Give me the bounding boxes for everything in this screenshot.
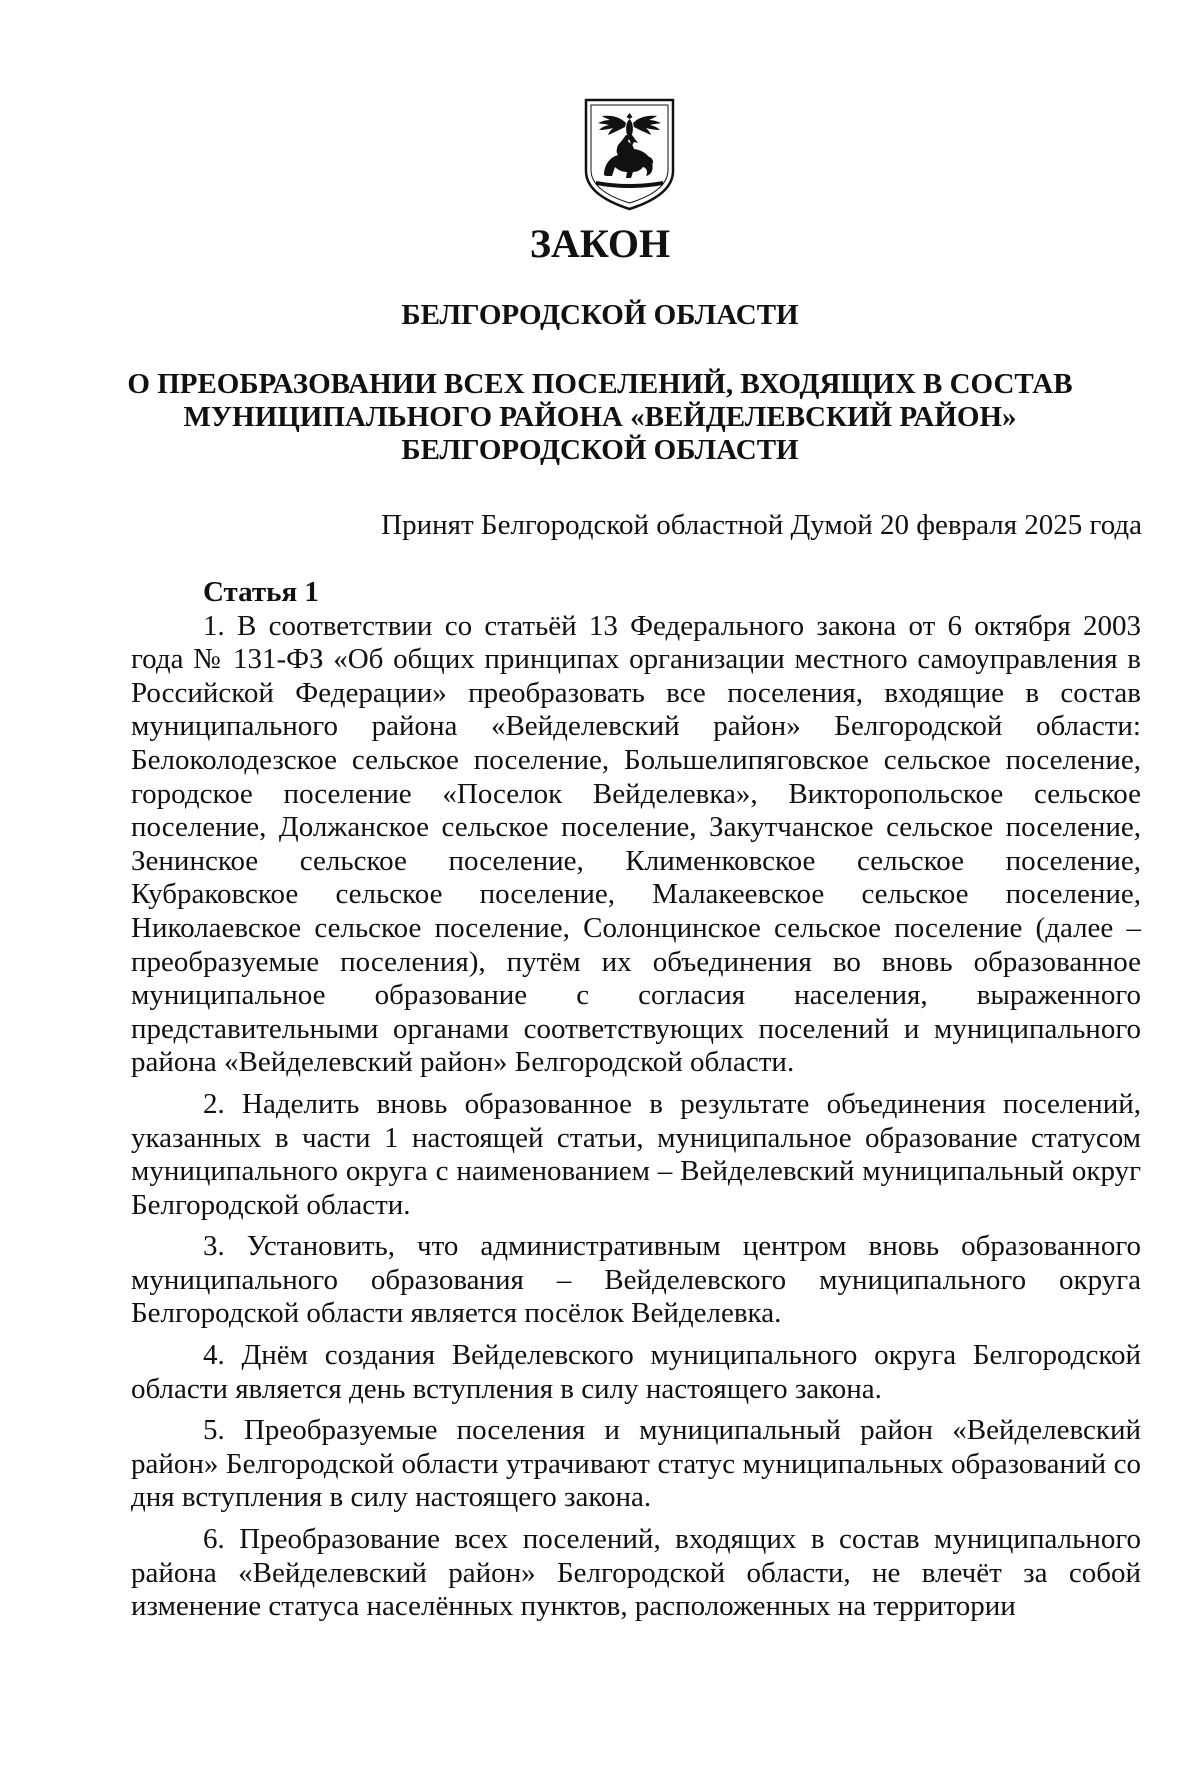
paragraph: 6. Преобразование всех поселений, входящих в состав муниципального района «Вейделевский район» Белгородской области, не влечёт за собой изменение статуса населённых пунктов, расположенных на территории <box>131 1523 1141 1623</box>
article-heading: Статья 1 <box>203 576 319 608</box>
document-heading: ЗАКОН <box>529 221 671 266</box>
region-title: БЕЛГОРОДСКОЙ ОБЛАСТИ <box>401 299 799 331</box>
coat-of-arms-icon <box>582 97 677 212</box>
paragraph: 5. Преобразуемые поселения и муниципальный район «Вейделевский район» Белгородской области утрачивают статус муниципальных образований со дня вступления в силу настоящего закона. <box>131 1414 1141 1514</box>
law-subject <box>0 368 1200 467</box>
paragraph: 1. В соответствии со статьёй 13 Федерального закона от 6 октября 2003 года № 131-ФЗ «Об общих принципах организации местного самоуправления в Российской Федерации» преобразовать все поселения, входящие в состав муниципального района «Вейделевский район» Белгородской области: Белоколодезское сельское поселение, Большелипяговское сельское поселение, городское поселение «Поселок Вейделевка», Викторопольское сельское поселение, Должанское сельское поселение, Закутчанское сельское поселение, Зенинское сельское поселение, Клименковское сельское поселение, Кубраковское сельское поселение, Малакеевское сельское поселение, Николаевское сельское поселение, Солонцинское сельское поселение (далее – преобразуемые поселения), путём их объединения во вновь образованное муниципальное образование с согласия населения, выраженного представительными органами соответствующих поселений и муниципального района «Вейделевский район» Белгородской области. <box>131 609 1141 1079</box>
paragraph: 2. Наделить вновь образованное в результате объединения поселений, указанных в части 1 настоящей статьи, муниципальное образование статусом муниципального округа с наименованием – Вейделевский муниципальный округ Белгородской области. <box>131 1087 1141 1221</box>
paragraph: 4. Днём создания Вейделевского муниципального округа Белгородской области является день вступления в силу настоящего закона. <box>131 1339 1141 1405</box>
subject-line: БЕЛГОРОДСКОЙ ОБЛАСТИ <box>401 434 799 466</box>
law-body <box>131 576 1141 1632</box>
adoption-note: Принят Белгородской областной Думой 20 февраля 2025 года <box>381 509 1142 541</box>
subject-line: МУНИЦИПАЛЬНОГО РАЙОНА «ВЕЙДЕЛЕВСКИЙ РАЙОН» <box>183 401 1017 433</box>
subject-line: О ПРЕОБРАЗОВАНИИ ВСЕХ ПОСЕЛЕНИЙ, ВХОДЯЩИХ В СОСТАВ <box>127 368 1073 400</box>
paragraph: 3. Установить, что административным центром вновь образованного муниципального образования – Вейделевского муниципального округа Белгородской области является посёлок Вейделевка. <box>131 1230 1141 1330</box>
